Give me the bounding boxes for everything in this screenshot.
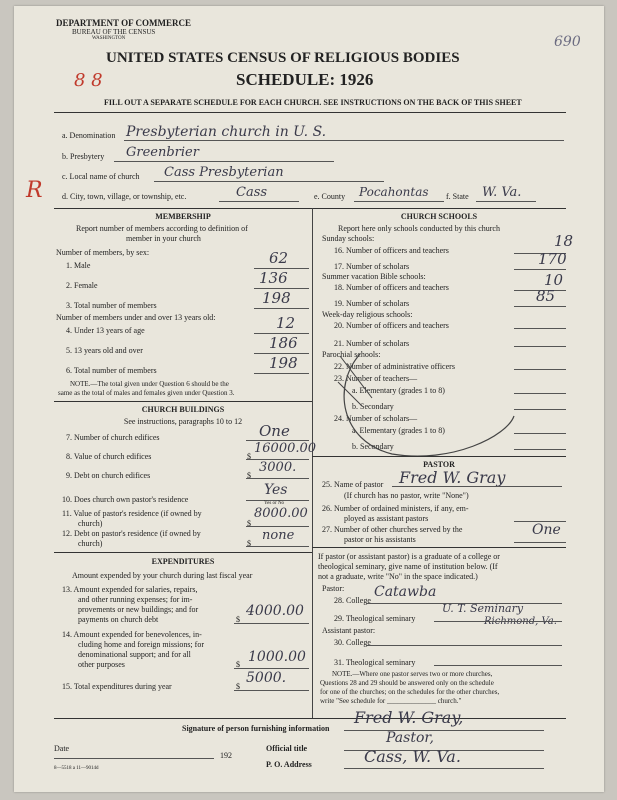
city-field-label: d. City, town, village, or township, etc. [62, 192, 187, 201]
q10-value: Yes [264, 482, 288, 498]
form-title: UNITED STATES CENSUS OF RELIGIOUS BODIES [106, 50, 460, 66]
sunday-schools-label: Sunday schools: [322, 234, 375, 243]
official-title-value: Pastor, [386, 730, 434, 746]
parochial-schools-label: Parochial schools: [322, 350, 381, 359]
signature-label: Signature of person furnishing information [182, 724, 330, 733]
q10-label: 10. Does church own pastor's residence [62, 495, 189, 504]
q7-label: 7. Number of church edifices [66, 433, 160, 442]
q12-label-2: church) [78, 539, 103, 548]
official-title-label: Official title [266, 744, 308, 753]
q24-label: 24. Number of scholars— [334, 414, 418, 423]
q9-value: 3000. [259, 460, 297, 475]
q8-value: 16000.00 [254, 441, 317, 456]
q13-line-3: provements or new buildings; and for [78, 605, 199, 614]
presbytery-value: Greenbrier [126, 145, 199, 160]
q6-value: 198 [269, 354, 298, 372]
county-value: Pocahontas [359, 185, 429, 199]
q13-value: 4000.00 [246, 603, 304, 619]
q24b-label: b. Secondary [352, 442, 394, 451]
date-label: Date [54, 744, 70, 753]
q17-label: 17. Number of scholars [334, 262, 410, 271]
q8-label: 8. Value of church edifices [66, 452, 152, 461]
assistant-subheading: Assistant pastor: [322, 626, 376, 635]
q15-label: 15. Total expenditures during year [62, 682, 172, 691]
schools-title: CHURCH SCHOOLS [400, 212, 478, 221]
q27-value: One [532, 522, 561, 538]
schools-sub: Report here only schools conducted by this church [338, 224, 500, 233]
q6-label: 6. Total number of members [66, 366, 157, 375]
city-value: Cass [236, 185, 268, 200]
q26-label-2: ployed as assistant pastors [344, 514, 429, 523]
buildings-sub: See instructions, paragraphs 10 to 12 [123, 417, 243, 426]
q22-label: 22. Number of administrative officers [334, 362, 455, 371]
q15-value: 5000. [246, 670, 287, 686]
q25-note: (If church has no pastor, write "None") [344, 491, 469, 500]
presbytery-label: b. Presbytery [62, 152, 105, 161]
age-intro: Number of members under and over 13 years old: [56, 313, 216, 322]
q13-line-1: 13. Amount expended for salaries, repairs, [62, 585, 198, 594]
membership-note-1: NOTE.—The total given under Question 6 should be the [70, 380, 229, 388]
red-marks: 8 8 [74, 70, 103, 91]
q14-line-2: cluding home and foreign missions; for [78, 640, 204, 649]
q26-label-1: 26. Number of ordained ministers, if any, em- [322, 504, 469, 513]
instruction-line: FILL OUT A SEPARATE SCHEDULE FOR EACH CHURCH. SEE INSTRUCTIONS ON THE BACK OF THIS SHEET [104, 98, 522, 107]
expenditures-sub: Amount expended by your church during last fiscal year [72, 571, 253, 580]
q5-label: 5. 13 years old and over [66, 346, 143, 355]
q12-label-1: 12. Debt on pastor's residence (if owned by [62, 529, 201, 538]
denomination-value: Presbyterian church in U. S. [126, 124, 327, 140]
q27-label-1: 27. Number of other churches served by the [322, 525, 463, 534]
church-name-value: Cass Presbyterian [164, 165, 284, 180]
q11-label-1: 11. Value of pastor's residence (if owned by [62, 509, 202, 518]
pastor-title: PASTOR [423, 460, 455, 469]
signature-value: Fred W. Gray, [354, 708, 464, 727]
stamp-number: 690 [554, 34, 581, 50]
q11-label-2: church) [78, 519, 103, 528]
q14-value: 1000.00 [248, 649, 306, 665]
q3-value: 198 [262, 289, 291, 307]
year-label: 192 [220, 751, 232, 760]
q23-label: 23. Number of teachers— [334, 374, 418, 383]
q12-value: none [262, 528, 295, 543]
pastor-subheading: Pastor: [322, 584, 345, 593]
q9-label: 9. Debt on church edifices [66, 471, 151, 480]
q29-value-1: U. T. Seminary [442, 602, 524, 615]
q20-label: 20. Number of officers and teachers [334, 321, 449, 330]
q13-line-2: and other running expenses; for im- [78, 595, 193, 604]
q27-label-2: pastor or his assistants [344, 535, 416, 544]
q25-label: 25. Name of pastor [322, 480, 384, 489]
city-label: WASHINGTON [92, 36, 126, 41]
membership-note-2: same as the total of males and females given under Question 3. [58, 389, 235, 397]
q4-value: 12 [276, 314, 296, 332]
q25-value: Fred W. Gray [399, 468, 506, 487]
census-schedule-sheet: DEPARTMENT OF COMMERCE BUREAU OF THE CENSUS WASHINGTON UNITED STATES CENSUS OF RELIGIOUS BODIES SCHEDULE: 1926 8 8 690 FILL OUT A SEPARATE SCHEDULE FOR EACH CHURCH. SEE INSTRUCTIONS ON THE BACK OF THIS SHEET a. Denomination Presbyterian church in U. S. b. Presbytery Greenbrier c. Local name of church Cass Presbyterian R d. City, town, village, or township, etc. Cass e. County Pocahontas f. State W. Va. MEMBERSHIP Report number of members according to definition of member in your church Number of members, by sex: 1. Male 62 2. Female 136 3. Total number of members 198 Number of members under and over 13 years old: 4. Under 13 years of age 12 5. 13 years old and over 186 6. Total number of members 198 NOTE.—The total given under Question 6 should be the same as the total of males and females given under Question 3. CHURCH BUILDINGS See instructions, paragraphs 10 to 12 7. Number of church edifices One 8. Value of church edifices $ 16000.00 9. Debt on church edifices $ 3000. 10. Does church own pastor's residence Yes Yes or No 11. Value of pastor's residence (if owned by church) $ 8000.00 12. Debt on pastor's residence (if owned by church) $ none EXPENDITURES Amount expended by your church during last fiscal year 13. Amount expended for salaries, repairs, and other running expenses; for im- provements or new buildings; and for payments on church debt $ 4000.00 14. Amount expended for benevolences, in- cluding home and foreign missions; for denominational support; and for all other purposes $ 1000.00 15. Total expenditures during year $ 5000. CHURCH SCHOOLS Report here only schools conducted by this church Sunday schools: 16. Number of officers and teachers 18 17. Number of scholars 170 Summer vacation Bible schools: 18. Number of officers and teachers 10 19. Number of scholars 85 Week-day religious schools: 20. Number of officers and teachers 21. Number of scholars Parochial schools: 22. Number of administrative officers 23. Number of teachers— a. Elementary (grades 1 to 8) b. Secondary 24. Number of scholars— a. Elementary (grades 1 to 8) b. Secondary PASTOR 25. Name of pastor Fred W. Gray (If church has no pastor, write "None") 26. Number of ordained ministers, if any, em- ployed as assistant pastors 27. Number of other churches served by the pastor or his assistants One If pastor (or assistant pastor) is a graduate of a college or theological seminary, give name of institution below. (If not a graduate, write "No" in the space indicated.) Pastor: 28. College Catawba 29. Theological seminary U. T. Seminary Richmond, Va. Assistant pastor: 30. College 31. Theological seminary NOTE.—Where one pastor serves two or more churches, Questions 28 and 29 should be answered only on the schedule for one of the churches; on the schedules for the other churches, write "See schedule for ______________ church." Signature of person furnishing information Fred W. Gray, Official title Pastor, Date 192 P. O. Address Cass, W. Va. 8—5518 a 11—9014d [14, 6, 604, 792]
q1-label: 1. Male [66, 261, 91, 270]
q2-value: 136 [259, 269, 288, 287]
membership-intro-1: Report number of members according to definition of [76, 224, 248, 233]
q14-line-3: denominational support; and for all [78, 650, 191, 659]
expenditures-title: EXPENDITURES [151, 557, 215, 566]
by-sex-label: Number of members, by sex: [56, 248, 150, 257]
divider [54, 112, 566, 113]
q21-label: 21. Number of scholars [334, 339, 410, 348]
membership-title: MEMBERSHIP [155, 212, 211, 221]
q2-label: 2. Female [66, 281, 98, 290]
q28-value: Catawba [374, 584, 437, 600]
q14-line-4: other purposes [78, 660, 125, 669]
pencil-loop-mark [332, 346, 522, 461]
po-address-label: P. O. Address [266, 760, 312, 769]
q7-value: One [259, 422, 290, 440]
q23b-label: b. Secondary [352, 402, 394, 411]
pastor-note-1: NOTE.—Where one pastor serves two or more churches, [332, 670, 493, 678]
pastor-note-2: Questions 28 and 29 should be answered only on the schedule [320, 679, 494, 687]
q3-label: 3. Total number of members [66, 301, 157, 310]
yes-no-hint: Yes or No [264, 501, 285, 506]
q18-value: 10 [544, 271, 564, 289]
schedule-title: SCHEDULE: 1926 [236, 70, 374, 89]
q11-value: 8000.00 [254, 506, 308, 521]
dept-label: DEPARTMENT OF COMMERCE [56, 18, 192, 28]
q28-label: 28. College [334, 596, 371, 605]
q16-label: 16. Number of officers and teachers [334, 246, 449, 255]
membership-intro-2: member in your church [126, 234, 201, 243]
q19-label: 19. Number of scholars [334, 299, 410, 308]
graduate-note-2: theological seminary, give name of institution below. (If [318, 562, 498, 571]
denomination-label: a. Denomination [62, 131, 116, 140]
q18-label: 18. Number of officers and teachers [334, 283, 449, 292]
q4-label: 4. Under 13 years of age [66, 326, 145, 335]
graduate-note-3: not a graduate, write "No" in the space indicated.) [318, 572, 478, 581]
county-label: e. County [314, 192, 346, 201]
q30-label: 30. College [334, 638, 371, 647]
q19-value: 85 [536, 287, 556, 305]
state-value: W. Va. [482, 185, 522, 200]
q24a-label: a. Elementary (grades 1 to 8) [352, 426, 445, 435]
pastor-note-4: write "See schedule for ______________ church." [320, 697, 462, 705]
q29-value-2: Richmond, Va. [484, 616, 557, 627]
q17-value: 170 [538, 250, 567, 268]
form-number: 8—5518 a 11—9014d [54, 766, 99, 771]
church-name-label: c. Local name of church [62, 172, 140, 181]
po-address-value: Cass, W. Va. [364, 747, 461, 766]
q14-line-1: 14. Amount expended for benevolences, in- [62, 630, 202, 639]
q1-value: 62 [269, 249, 289, 267]
weekday-schools-label: Week-day religious schools: [322, 310, 413, 319]
q5-value: 186 [269, 334, 298, 352]
q23a-label: a. Elementary (grades 1 to 8) [352, 386, 445, 395]
q16-value: 18 [554, 232, 574, 250]
q13-line-4: payments on church debt [78, 615, 159, 624]
graduate-note-1: If pastor (or assistant pastor) is a graduate of a college or [318, 552, 500, 561]
red-r-mark: R [26, 178, 43, 203]
bureau-label: BUREAU OF THE CENSUS [72, 28, 156, 36]
buildings-title: CHURCH BUILDINGS [141, 405, 225, 414]
q31-label: 31. Theological seminary [334, 658, 416, 667]
q29-label: 29. Theological seminary [334, 614, 416, 623]
state-label: f. State [446, 192, 469, 201]
summer-schools-label: Summer vacation Bible schools: [322, 272, 426, 281]
pastor-note-3: for one of the churches; on the schedules for the other churches, [320, 688, 500, 696]
